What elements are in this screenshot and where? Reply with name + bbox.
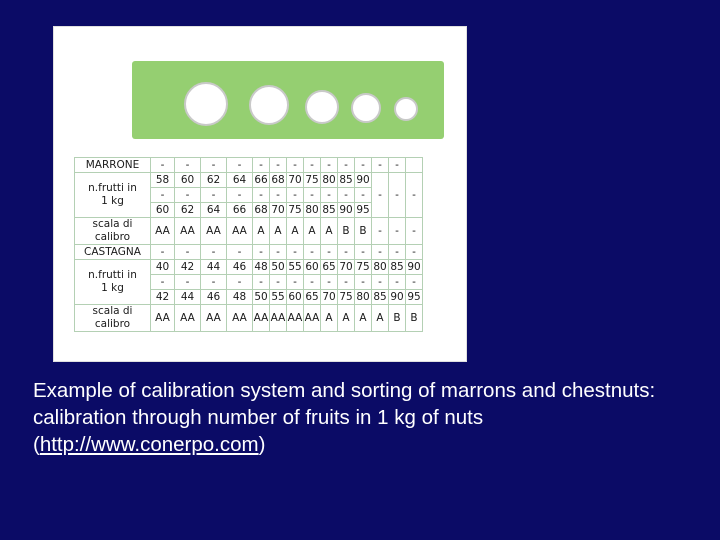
castagna-header-dash: - <box>372 245 389 260</box>
castagna-max-count: 44 <box>175 290 201 305</box>
calibration-caliper <box>132 61 444 139</box>
castagna-grade: AA <box>270 305 287 332</box>
table-row <box>75 245 423 260</box>
castagna-range-dash: - <box>389 275 406 290</box>
caliper-hole <box>305 90 339 124</box>
castagna-range-dash: - <box>270 275 287 290</box>
castagna-label: CASTAGNA <box>75 245 151 260</box>
caption-close: ) <box>258 433 266 456</box>
castagna-max-count: 70 <box>322 291 336 303</box>
marrone-range-dash: - <box>175 188 201 203</box>
marrone-empty: - <box>389 173 406 218</box>
castagna-grade: AA <box>175 305 201 332</box>
castagna-max-count: 46 <box>201 290 227 305</box>
table-row <box>75 260 423 275</box>
marrone-header-dash: - <box>227 158 253 173</box>
marrone-grade: AA <box>201 218 227 245</box>
castagna-grade: A <box>355 305 372 332</box>
castagna-grade: A <box>372 305 389 332</box>
marrone-min-count: 75 <box>305 174 319 186</box>
marrone-max-count: 60 <box>151 203 175 218</box>
castagna-header-dash: - <box>253 245 270 260</box>
castagna-max-count: 55 <box>271 291 285 303</box>
marrone-max-count: 70 <box>271 204 285 216</box>
scale-label: scala di calibro <box>75 218 151 245</box>
castagna-min-count: 90 <box>407 261 421 273</box>
marrone-header-dash: - <box>304 158 321 173</box>
caliper-hole <box>394 97 418 121</box>
calibration-table <box>74 157 423 332</box>
marrone-grade: B <box>338 218 355 245</box>
castagna-max-count: 95 <box>407 291 421 303</box>
fruits-per-kg-label: n.frutti in 1 kg <box>75 260 151 305</box>
castagna-min-count: 60 <box>305 261 319 273</box>
castagna-header-dash: - <box>355 245 372 260</box>
castagna-range-dash: - <box>355 275 372 290</box>
caption-text: Example of calibration system and sorting of marrons and chestnuts: calibration through number of fruits in 1 kg of nuts ( <box>33 379 656 456</box>
castagna-grade: AA <box>227 305 253 332</box>
marrone-header-dash: - <box>151 158 175 173</box>
marrone-max-count: 66 <box>227 203 253 218</box>
marrone-range-dash: - <box>338 188 355 203</box>
slide-caption <box>33 377 693 458</box>
scale-label: scala di calibro <box>75 305 151 332</box>
castagna-range-dash: - <box>253 275 270 290</box>
castagna-grade: AA <box>287 305 304 332</box>
castagna-min-count: 55 <box>288 261 302 273</box>
marrone-min-count: 60 <box>175 173 201 188</box>
castagna-max-count: 80 <box>356 291 370 303</box>
castagna-min-count: 85 <box>390 261 404 273</box>
castagna-max-count: 65 <box>305 291 319 303</box>
castagna-max-count: 75 <box>339 291 353 303</box>
marrone-range-dash: - <box>151 188 175 203</box>
castagna-range-dash: - <box>321 275 338 290</box>
marrone-grade: - <box>389 218 406 245</box>
marrone-max-count: 64 <box>201 203 227 218</box>
castagna-header-dash: - <box>201 245 227 260</box>
castagna-max-count: 90 <box>390 291 404 303</box>
marrone-min-count: 66 <box>254 174 268 186</box>
castagna-header-dash: - <box>389 245 406 260</box>
castagna-range-dash: - <box>227 275 253 290</box>
castagna-max-count: 42 <box>151 290 175 305</box>
marrone-max-count: 90 <box>339 204 353 216</box>
marrone-range-dash: - <box>304 188 321 203</box>
castagna-header-dash: - <box>270 245 287 260</box>
castagna-range-dash: - <box>338 275 355 290</box>
marrone-max-count: 95 <box>356 204 370 216</box>
castagna-min-count: 50 <box>271 261 285 273</box>
castagna-header-dash: - <box>151 245 175 260</box>
castagna-min-count: 75 <box>356 261 370 273</box>
marrone-grade: AA <box>151 218 175 245</box>
marrone-range-dash: - <box>287 188 304 203</box>
caliper-hole <box>351 93 381 123</box>
marrone-grade: AA <box>175 218 201 245</box>
source-link[interactable]: http://www.conerpo.com <box>39 433 259 456</box>
marrone-grade: B <box>355 218 372 245</box>
castagna-range-dash: - <box>175 275 201 290</box>
table-row <box>75 305 423 332</box>
castagna-header-dash: - <box>304 245 321 260</box>
marrone-range-dash: - <box>355 188 372 203</box>
marrone-grade: A <box>253 218 270 245</box>
castagna-min-count: 44 <box>201 260 227 275</box>
caliper-hole <box>184 82 228 126</box>
calibration-figure <box>53 26 467 362</box>
marrone-header-dash: - <box>338 158 355 173</box>
marrone-header-dash: - <box>270 158 287 173</box>
castagna-grade: AA <box>253 305 270 332</box>
marrone-max-count: 68 <box>254 204 268 216</box>
marrone-min-count: 62 <box>201 173 227 188</box>
marrone-header-dash: - <box>389 158 406 173</box>
castagna-grade: AA <box>304 305 321 332</box>
castagna-header-dash: - <box>338 245 355 260</box>
marrone-grade: A <box>270 218 287 245</box>
castagna-min-count: 42 <box>175 260 201 275</box>
marrone-label: MARRONE <box>75 158 151 173</box>
marrone-min-count: 90 <box>356 174 370 186</box>
marrone-min-count: 64 <box>227 173 253 188</box>
castagna-max-count: 50 <box>254 291 268 303</box>
marrone-range-dash: - <box>201 188 227 203</box>
castagna-range-dash: - <box>372 275 389 290</box>
marrone-min-count: 85 <box>339 174 353 186</box>
marrone-header-dash: - <box>355 158 372 173</box>
castagna-grade: B <box>389 305 406 332</box>
castagna-header-dash: - <box>287 245 304 260</box>
marrone-header-dash: - <box>201 158 227 173</box>
marrone-grade: A <box>287 218 304 245</box>
castagna-grade: B <box>406 305 423 332</box>
castagna-range-dash: - <box>304 275 321 290</box>
table-row <box>75 218 423 245</box>
castagna-grade: AA <box>201 305 227 332</box>
marrone-header-dash: - <box>175 158 201 173</box>
marrone-max-count: 75 <box>288 204 302 216</box>
marrone-max-count: 80 <box>305 204 319 216</box>
castagna-max-count: 60 <box>288 291 302 303</box>
empty-cell <box>406 158 423 173</box>
marrone-max-count: 85 <box>322 204 336 216</box>
marrone-grade: - <box>406 218 423 245</box>
castagna-header-dash: - <box>406 245 423 260</box>
castagna-range-dash: - <box>201 275 227 290</box>
marrone-grade: AA <box>227 218 253 245</box>
marrone-range-dash: - <box>253 188 270 203</box>
castagna-max-count: 85 <box>373 291 387 303</box>
marrone-empty: - <box>372 173 389 218</box>
marrone-header-dash: - <box>253 158 270 173</box>
marrone-range-dash: - <box>270 188 287 203</box>
table-row <box>75 158 423 173</box>
castagna-grade: A <box>338 305 355 332</box>
table-row <box>75 173 423 188</box>
marrone-grade: - <box>372 218 389 245</box>
marrone-min-count: 70 <box>288 174 302 186</box>
marrone-range-dash: - <box>321 188 338 203</box>
castagna-header-dash: - <box>227 245 253 260</box>
castagna-range-dash: - <box>287 275 304 290</box>
castagna-min-count: 46 <box>227 260 253 275</box>
marrone-max-count: 62 <box>175 203 201 218</box>
fruits-per-kg-label: n.frutti in 1 kg <box>75 173 151 218</box>
castagna-min-count: 70 <box>339 261 353 273</box>
marrone-min-count: 58 <box>151 173 175 188</box>
marrone-grade: A <box>321 218 338 245</box>
marrone-min-count: 80 <box>322 174 336 186</box>
marrone-header-dash: - <box>287 158 304 173</box>
castagna-min-count: 65 <box>322 261 336 273</box>
castagna-min-count: 48 <box>254 261 268 273</box>
castagna-range-dash: - <box>406 275 423 290</box>
castagna-header-dash: - <box>175 245 201 260</box>
castagna-header-dash: - <box>321 245 338 260</box>
castagna-min-count: 80 <box>373 261 387 273</box>
castagna-max-count: 48 <box>227 290 253 305</box>
castagna-grade: A <box>321 305 338 332</box>
castagna-range-dash: - <box>151 275 175 290</box>
marrone-empty: - <box>406 173 423 218</box>
castagna-min-count: 40 <box>151 260 175 275</box>
marrone-header-dash: - <box>372 158 389 173</box>
marrone-range-dash: - <box>227 188 253 203</box>
castagna-grade: AA <box>151 305 175 332</box>
caliper-hole <box>249 85 289 125</box>
marrone-grade: A <box>304 218 321 245</box>
marrone-header-dash: - <box>321 158 338 173</box>
marrone-min-count: 68 <box>271 174 285 186</box>
